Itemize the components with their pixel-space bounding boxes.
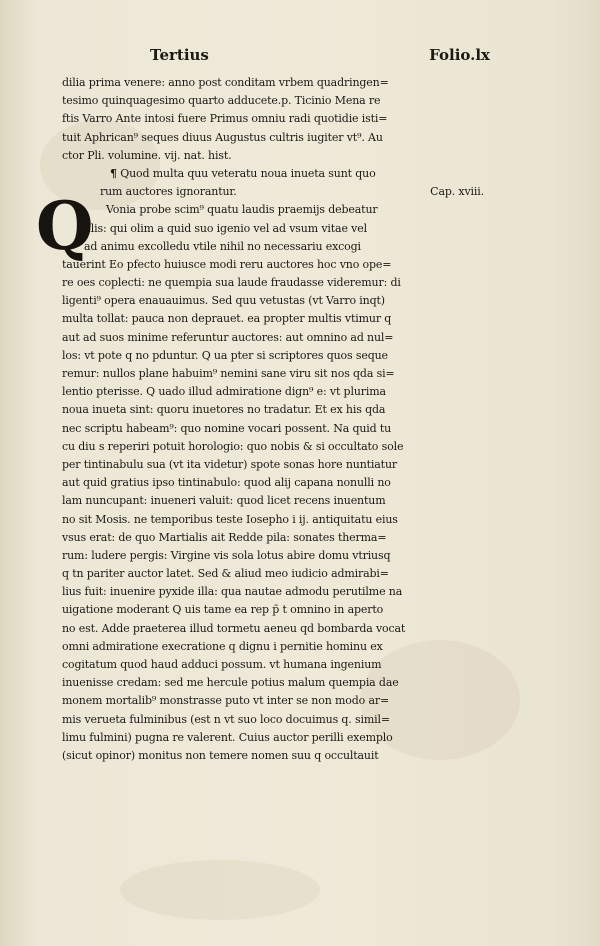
text-line: lam nuncupant: inueneri valuit: quod licet recens inuentum — [62, 494, 386, 508]
text-line: noua inueta sint: quoru inuetores no tradatur. Et ex his qda — [62, 403, 386, 417]
chapter-number: Cap. xviii. — [430, 185, 484, 199]
text-line: tesimo quinquagesimo quarto adducete.p. Ticinio Mena re — [62, 94, 381, 108]
text-line: no est. Adde praeterea illud tormetu aeneu qd bombarda vocat — [62, 621, 406, 635]
chapter-heading-text-2: rum auctores ignorantur. — [100, 185, 237, 199]
text-line: vsus erat: de quo Martialis ait Redde pila: sonates therma= — [62, 530, 387, 544]
text-line: ftis Varro Ante intosi fuere Primus omniu radi quotidie isti= — [62, 112, 388, 126]
text-line: los: vt pote q no pduntur. Q ua pter si scriptores quos seque — [62, 348, 388, 362]
text-line: cu diu s reperiri potuit horologio: quo nobis & si occultato sole — [62, 439, 404, 453]
text-line: inuenisse credam: sed me hercule potius malum quempia dae — [62, 676, 399, 690]
text-line: per tintinabulu sua (vt ita videtur) spote sonas hore nuntiatur — [62, 457, 397, 471]
running-head-book: Tertius — [150, 46, 209, 64]
text-line: Vonia probe scim⁹ quatu laudis praemijs debeatur — [106, 203, 378, 217]
text-line: ligenti⁹ opera enauauimus. Sed quu vetustas (vt Varro inqt) — [62, 294, 385, 308]
text-line: nec scriptu habeam⁹: quo nomine vocari possent. Na quid tu — [62, 421, 392, 435]
text-line: monem mortalib⁹ monstrasse puto vt inter se non modo ar= — [62, 694, 390, 708]
running-head-folio: Folio.lx — [429, 46, 490, 64]
text-line: no sit Mosis. ne temporibus teste Iosepho i ij. antiquitatu eius — [62, 512, 398, 526]
text-line: omni admiratione execratione q dignu i pernitie hominu ex — [62, 639, 383, 653]
text-line: lius fuit: inuenire pyxide illa: qua nautae admodu perutilme na — [62, 585, 403, 599]
text-line: aut ad suos minime referuntur auctores: aut omnino ad nul= — [62, 330, 394, 344]
text-line: remur: nullos plane habuim⁹ nemini sane viru sit nos qda si= — [62, 367, 395, 380]
paper-stain — [120, 860, 320, 920]
text-line: re oes coplecti: ne quempia sua laude fraudasse videremur: di — [62, 276, 401, 290]
text-line: lentio pterisse. Q uado illud admiratione dign⁹ e: vt plurima — [62, 385, 386, 399]
chapter-heading-text: Quod multa quu veteratu noua inueta sunt quo — [120, 166, 376, 180]
text-line: ctor Pli. volumine. vij. nat. hist. — [62, 148, 232, 162]
text-line: mis verueta fulminibus (est n vt suo loco docuimus q. simil= — [62, 712, 390, 726]
text-line: cogitatum quod haud adduci possum. vt humana ingenium — [62, 658, 382, 671]
text-line: tuit Aphrican⁹ seques diuus Augustus cultris iugiter vt⁹. Au — [62, 130, 383, 144]
text-line: tauerint Eo pfecto huiusce modi reru auctores hoc vno ope= — [62, 257, 392, 271]
text-line: limu fulmini) pugna re valerent. Cuius auctor perilli exemplo — [62, 730, 393, 744]
running-head — [150, 46, 490, 70]
paragraph-mark: ¶ — [110, 166, 117, 180]
text-line: uigatione moderant Q uis tame ea rep p̄ t omnino in aperto — [62, 603, 384, 617]
text-line: illis: qui olim a quid suo igenio vel ad vsum vitae vel — [84, 221, 367, 235]
text-line: ad animu excolledu vtile nihil no necessariu excogi — [84, 239, 361, 253]
text-line: multa tollat: pauca non deprauet. ea propter multis vtimur q — [62, 312, 392, 326]
chapter-heading-line-2 — [62, 183, 486, 201]
text-block — [36, 74, 486, 765]
text-line: q tn pariter auctor latet. Sed & aliud meo iudicio admirabi= — [62, 567, 389, 581]
drop-capital: Q — [36, 187, 94, 266]
text-line: dilia prima venere: anno post conditam vrbem quadringen= — [62, 76, 389, 89]
text-line: aut quid gratius ipso tintinabulo: quod alij capana nonulli no — [62, 476, 391, 490]
text-line: (sicut opinor) monitus non temere nomen suu q occultauit — [62, 748, 379, 762]
text-line: rum: ludere pergis: Virgine vis sola lotus abire domu vtriusq — [62, 548, 391, 562]
chapter-heading — [62, 165, 486, 183]
